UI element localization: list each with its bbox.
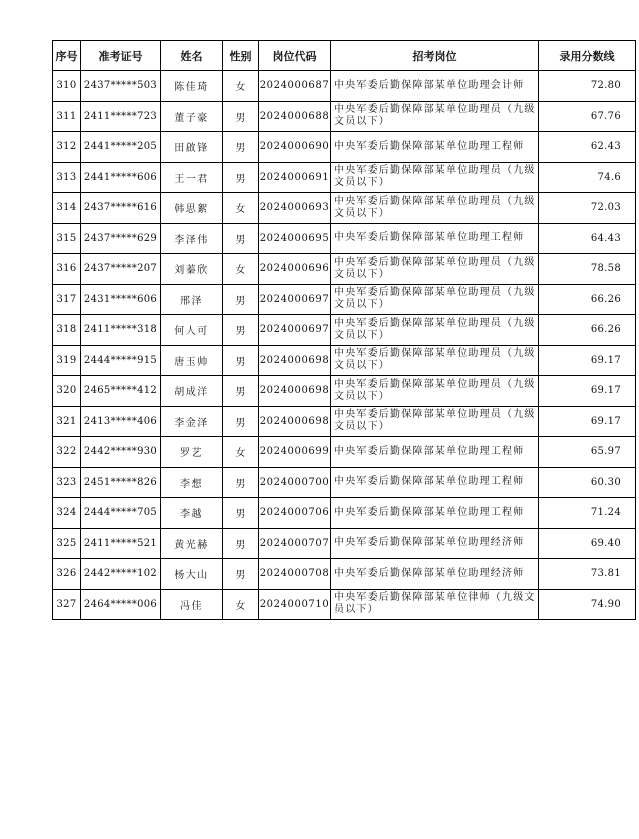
cell-post-code: 2024000710 [259,589,331,620]
cell-seq: 314 [53,193,81,224]
cell-score: 73.81 [539,559,636,590]
cell-exam-id: 2444*****915 [81,345,161,376]
cell-exam-id: 2464*****006 [81,589,161,620]
cell-score: 69.17 [539,376,636,407]
table-row [53,589,636,620]
cell-post: 中央军委后勤保障部某单位助理员（九级文员以下） [331,376,539,407]
cell-name: 田啟锋 [161,132,223,163]
table-row [53,437,636,468]
cell-post: 中央军委后勤保障部某单位助理经济师 [331,528,539,559]
cell-name: 何人可 [161,315,223,346]
cell-gender: 男 [223,406,259,437]
table-row [53,467,636,498]
cell-exam-id: 2411*****318 [81,315,161,346]
cell-score: 69.17 [539,406,636,437]
cell-name: 李泽伟 [161,223,223,254]
cell-name: 刘蓁欣 [161,254,223,285]
cell-seq: 324 [53,498,81,529]
cell-gender: 男 [223,467,259,498]
header-gender: 性别 [223,41,259,71]
cell-post-code: 2024000707 [259,528,331,559]
cell-name: 李金泽 [161,406,223,437]
cell-post: 中央军委后勤保障部某单位助理员（九级文员以下） [331,406,539,437]
table-row [53,223,636,254]
cell-gender: 男 [223,345,259,376]
cell-score: 69.17 [539,345,636,376]
cell-post: 中央军委后勤保障部某单位助理员（九级文员以下） [331,315,539,346]
cell-post-code: 2024000699 [259,437,331,468]
cell-seq: 310 [53,71,81,102]
cell-score: 72.80 [539,71,636,102]
cell-exam-id: 2411*****723 [81,101,161,132]
cell-post-code: 2024000698 [259,345,331,376]
cell-seq: 318 [53,315,81,346]
table-row [53,101,636,132]
cell-gender: 女 [223,71,259,102]
cell-score: 66.26 [539,284,636,315]
cell-gender: 女 [223,254,259,285]
cell-name: 王一君 [161,162,223,193]
cell-seq: 319 [53,345,81,376]
table-header [53,41,636,71]
cell-post: 中央军委后勤保障部某单位助理会计师 [331,71,539,102]
cell-seq: 312 [53,132,81,163]
cell-post-code: 2024000698 [259,406,331,437]
cell-name: 唐玉帅 [161,345,223,376]
cell-gender: 男 [223,284,259,315]
header-name: 姓名 [161,41,223,71]
cell-exam-id: 2437*****616 [81,193,161,224]
cell-post-code: 2024000708 [259,559,331,590]
table-row [53,193,636,224]
cell-score: 64.43 [539,223,636,254]
cell-exam-id: 2437*****503 [81,71,161,102]
cell-seq: 317 [53,284,81,315]
cell-gender: 男 [223,498,259,529]
cell-gender: 女 [223,437,259,468]
cell-post: 中央军委后勤保障部某单位助理员（九级文员以下） [331,162,539,193]
cell-exam-id: 2437*****207 [81,254,161,285]
cell-seq: 313 [53,162,81,193]
table-row [53,498,636,529]
cell-gender: 男 [223,528,259,559]
cell-post: 中央军委后勤保障部某单位助理员（九级文员以下） [331,101,539,132]
cell-post: 中央军委后勤保障部某单位助理工程师 [331,437,539,468]
admission-score-table [52,40,636,620]
cell-score: 65.97 [539,437,636,468]
cell-gender: 男 [223,559,259,590]
cell-seq: 311 [53,101,81,132]
cell-score: 66.26 [539,315,636,346]
cell-gender: 男 [223,223,259,254]
cell-post-code: 2024000690 [259,132,331,163]
cell-exam-id: 2465*****412 [81,376,161,407]
cell-exam-id: 2441*****205 [81,132,161,163]
cell-exam-id: 2413*****406 [81,406,161,437]
cell-post-code: 2024000698 [259,376,331,407]
table-row [53,559,636,590]
cell-name: 胡成洋 [161,376,223,407]
header-seq: 序号 [53,41,81,71]
cell-seq: 315 [53,223,81,254]
cell-post: 中央军委后勤保障部某单位助理员（九级文员以下） [331,193,539,224]
table-row [53,284,636,315]
cell-name: 冯佳 [161,589,223,620]
header-exam-id: 准考证号 [81,41,161,71]
cell-name: 黄光赫 [161,528,223,559]
header-post: 招考岗位 [331,41,539,71]
cell-name: 邢泽 [161,284,223,315]
table-body [53,71,636,620]
cell-name: 杨大山 [161,559,223,590]
table-row [53,345,636,376]
cell-score: 74.90 [539,589,636,620]
cell-gender: 男 [223,132,259,163]
table-row [53,71,636,102]
cell-post-code: 2024000695 [259,223,331,254]
cell-name: 李越 [161,498,223,529]
cell-score: 74.6 [539,162,636,193]
cell-score: 78.58 [539,254,636,285]
cell-gender: 男 [223,101,259,132]
cell-name: 罗艺 [161,437,223,468]
table-row [53,315,636,346]
cell-post-code: 2024000691 [259,162,331,193]
table-row [53,528,636,559]
cell-gender: 男 [223,376,259,407]
cell-seq: 325 [53,528,81,559]
cell-post-code: 2024000693 [259,193,331,224]
cell-seq: 327 [53,589,81,620]
cell-post: 中央军委后勤保障部某单位助理经济师 [331,559,539,590]
cell-score: 72.03 [539,193,636,224]
cell-exam-id: 2411*****521 [81,528,161,559]
cell-post: 中央军委后勤保障部某单位助理员（九级文员以下） [331,345,539,376]
cell-score: 69.40 [539,528,636,559]
cell-post: 中央军委后勤保障部某单位律师（九级文员以下） [331,589,539,620]
table-row [53,132,636,163]
cell-name: 韩思絮 [161,193,223,224]
cell-post-code: 2024000697 [259,284,331,315]
table-row [53,254,636,285]
cell-post: 中央军委后勤保障部某单位助理工程师 [331,467,539,498]
cell-gender: 男 [223,315,259,346]
table-row [53,162,636,193]
header-row [53,41,636,71]
cell-gender: 男 [223,162,259,193]
cell-name: 李想 [161,467,223,498]
cell-score: 60.30 [539,467,636,498]
cell-seq: 320 [53,376,81,407]
cell-gender: 女 [223,193,259,224]
cell-post: 中央军委后勤保障部某单位助理工程师 [331,132,539,163]
header-score: 录用分数线 [539,41,636,71]
cell-exam-id: 2451*****826 [81,467,161,498]
cell-post: 中央军委后勤保障部某单位助理工程师 [331,223,539,254]
cell-post-code: 2024000700 [259,467,331,498]
cell-seq: 316 [53,254,81,285]
cell-score: 67.76 [539,101,636,132]
table-row [53,406,636,437]
cell-post-code: 2024000706 [259,498,331,529]
cell-exam-id: 2437*****629 [81,223,161,254]
cell-seq: 321 [53,406,81,437]
cell-exam-id: 2444*****705 [81,498,161,529]
header-post-code: 岗位代码 [259,41,331,71]
cell-seq: 326 [53,559,81,590]
cell-post-code: 2024000697 [259,315,331,346]
cell-seq: 323 [53,467,81,498]
cell-score: 62.43 [539,132,636,163]
cell-post-code: 2024000688 [259,101,331,132]
cell-post: 中央军委后勤保障部某单位助理员（九级文员以下） [331,254,539,285]
cell-exam-id: 2442*****102 [81,559,161,590]
cell-exam-id: 2441*****606 [81,162,161,193]
cell-name: 董子豪 [161,101,223,132]
cell-exam-id: 2431*****606 [81,284,161,315]
cell-score: 71.24 [539,498,636,529]
cell-post: 中央军委后勤保障部某单位助理员（九级文员以下） [331,284,539,315]
cell-post-code: 2024000687 [259,71,331,102]
table-row [53,376,636,407]
cell-post: 中央军委后勤保障部某单位助理工程师 [331,498,539,529]
cell-seq: 322 [53,437,81,468]
cell-exam-id: 2442*****930 [81,437,161,468]
cell-name: 陈佳琦 [161,71,223,102]
cell-post-code: 2024000696 [259,254,331,285]
cell-gender: 女 [223,589,259,620]
